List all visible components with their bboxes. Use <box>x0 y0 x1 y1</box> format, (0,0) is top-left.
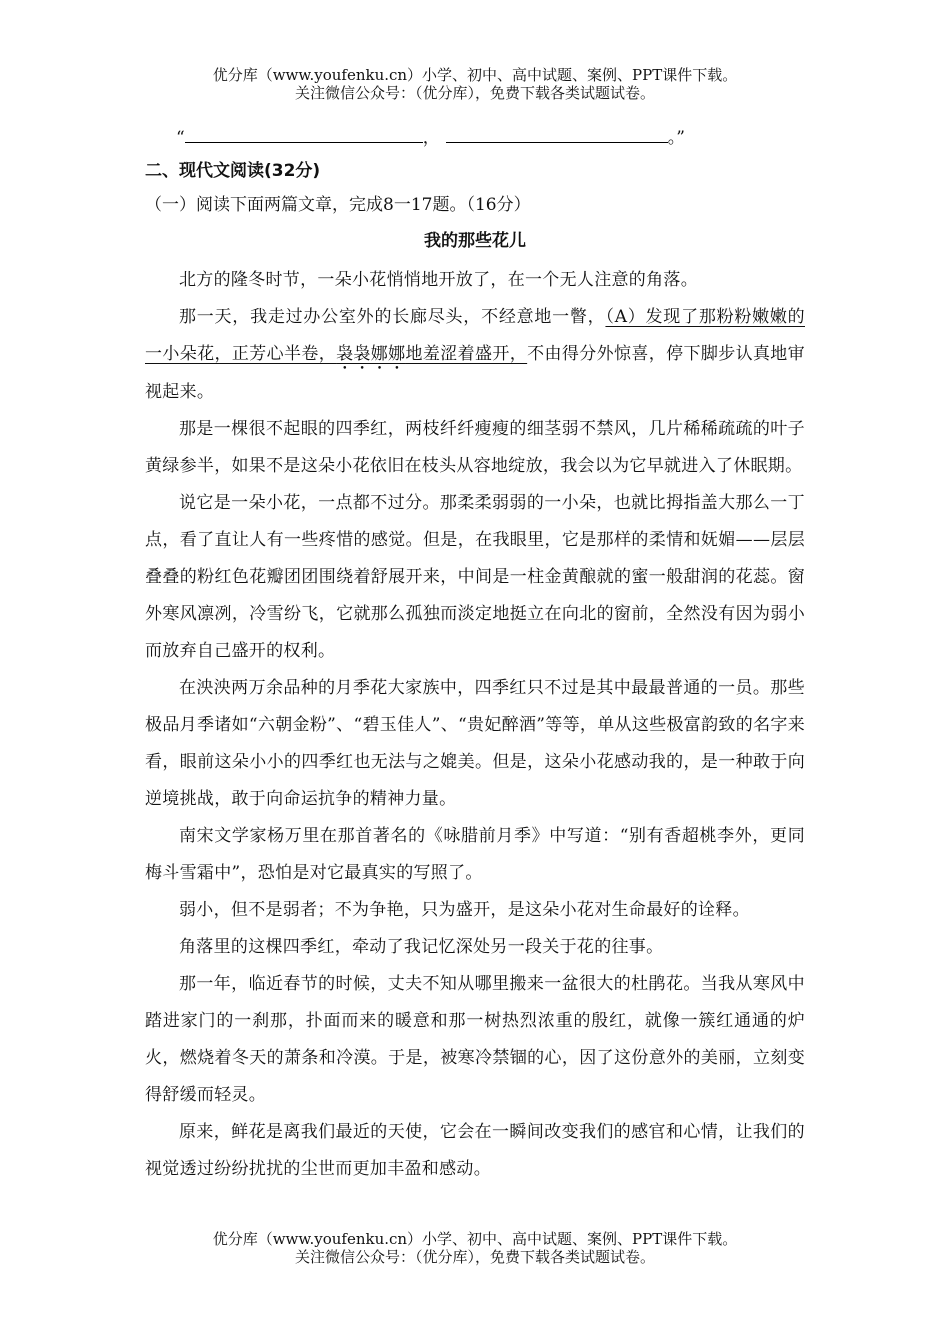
article-title: 我的那些花儿 <box>424 231 526 251</box>
footer-line-1: 优分库（www.youfenku.cn）小学、初中、高中试题、案例、PPT课件下载。 <box>212 1230 738 1248</box>
section-title: 二、现代文阅读(32分) <box>145 161 321 181</box>
section-instruction: （一）阅读下面两篇文章，完成8一17题。（16分） <box>145 195 531 215</box>
answer-blanks-line <box>176 126 685 150</box>
close-quote: 。” <box>667 128 685 148</box>
page-header <box>0 66 950 102</box>
paragraph-5: 在泱泱两万余品种的月季花大家族中，四季红只不过是其中最最普通的一员。那些极品月季诸如“六朝金粉”、“碧玉佳人”、“贵妃醉酒”等等，单从这些极富韵致的名字来看，眼前这朵小小的四季红也无法与之媲美。但是，这朵小花感动我的，是一种敢于向逆境挑战，敢于向命运抗争的精神力量。 <box>145 678 805 809</box>
p2-before: 那一天，我走过办公室外的长廊尽头，不经意地一瞥， <box>179 307 606 327</box>
p2-underline-2: 地羞涩着盛开， <box>405 344 528 364</box>
header-line-1: 优分库（www.youfenku.cn）小学、初中、高中试题、案例、PPT课件下载。 <box>212 66 738 84</box>
p2-underline-1: （A）发现了那粉粉嫩嫩的一小朵花，正芳心半卷， <box>145 307 805 364</box>
page-footer <box>0 1230 950 1266</box>
open-quote: “ <box>176 128 185 148</box>
header-line-2: 关注微信公众号：（优分库），免费下载各类试题试卷。 <box>294 84 655 102</box>
paragraph-6: 南宋文学家杨万里在那首著名的《咏腊前月季》中写道：“别有香超桃李外，更同梅斗雪霜中”，恐怕是对它最真实的写照了。 <box>145 826 805 883</box>
answer-blank-1[interactable] <box>185 126 423 143</box>
footer-line-2: 关注微信公众号：（优分库），免费下载各类试题试卷。 <box>294 1248 655 1266</box>
paragraph-2 <box>145 299 805 411</box>
paragraph-9: 那一年，临近春节的时候，丈夫不知从哪里搬来一盆很大的杜鹃花。当我从寒风中踏进家门的一刹那，扑面而来的暖意和那一树热烈浓重的殷红，就像一簇红通通的炉火，燃烧着冬天的萧条和冷漠。于是，被寒冷禁锢的心，因了这份意外的美丽，立刻变得舒缓而轻灵。 <box>145 974 805 1105</box>
answer-blank-2[interactable] <box>446 126 668 143</box>
dotted-emphasis-word: 袅袅娜娜 <box>336 344 406 364</box>
paragraph-4: 说它是一朵小花，一点都不过分。那柔柔弱弱的一小朵，也就比拇指盖大那么一丁点，看了直让人有一些疼惜的感觉。但是，在我眼里，它是那样的柔情和妩媚——层层叠叠的粉红色花瓣团团围绕着舒展开来，中间是一柱金黄酿就的蜜一般甜润的花蕊。窗外寒风凛冽，冷雪纷飞，它就那么孤独而淡定地挺立在向北的窗前，全然没有因为弱小而放弃自己盛开的权利。 <box>145 493 805 661</box>
paragraph-7: 弱小，但不是弱者；不为争艳，只为盛开，是这朵小花对生命最好的诠释。 <box>179 900 750 920</box>
blank-comma: ， <box>422 128 440 148</box>
paragraph-10: 原来，鲜花是离我们最近的天使，它会在一瞬间改变我们的感官和心情，让我们的视觉透过纷纷扰扰的尘世而更加丰盈和感动。 <box>145 1122 805 1179</box>
article-body <box>145 262 805 1188</box>
paragraph-8: 角落里的这棵四季红，牵动了我记忆深处另一段关于花的往事。 <box>179 937 664 957</box>
paragraph-1: 北方的隆冬时节，一朵小花悄悄地开放了，在一个无人注意的角落。 <box>179 270 698 290</box>
paragraph-3: 那是一棵很不起眼的四季红，两枝纤纤瘦瘦的细茎弱不禁风，几片稀稀疏疏的叶子黄绿参半，如果不是这朵小花依旧在枝头从容地绽放，我会以为它早就进入了休眠期。 <box>145 419 805 476</box>
p2-after: 不由得分外惊喜，停下脚步认真地审视起来。 <box>145 344 805 402</box>
